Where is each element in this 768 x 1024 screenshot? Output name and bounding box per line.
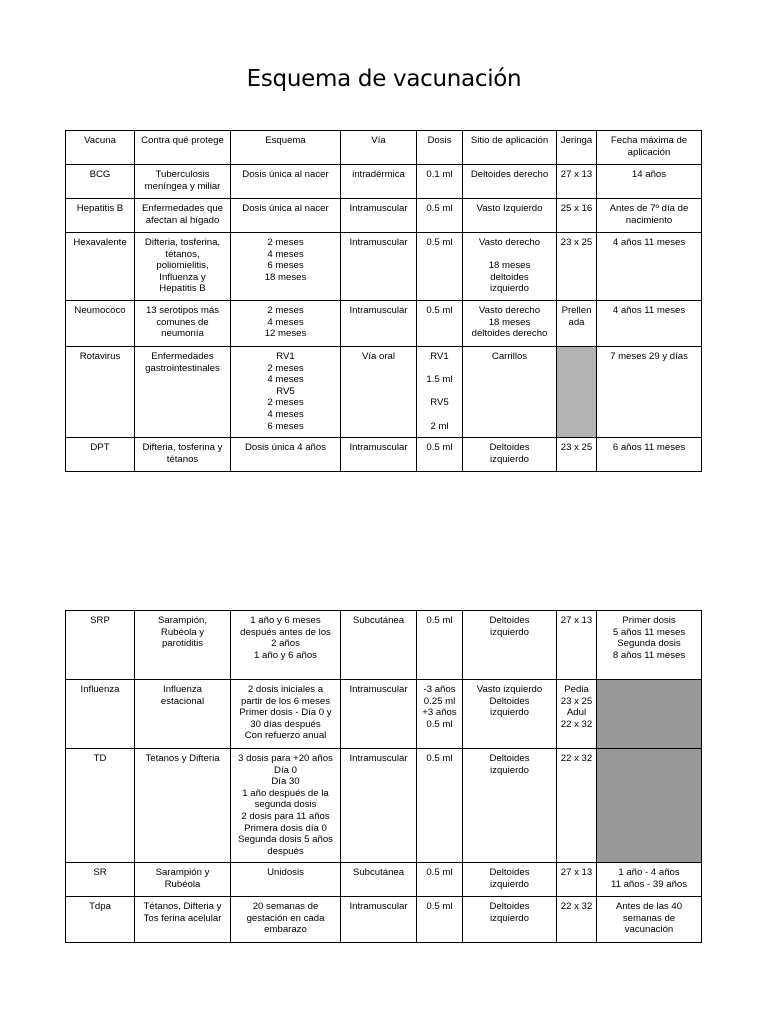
site-cell: Vasto derecho 18 meses deltoides izquierdo: [463, 233, 557, 301]
table-row: [66, 347, 702, 438]
syringe-cell: 22 x 32: [557, 749, 597, 863]
table-row: [66, 301, 702, 347]
dose-cell: 0.5 ml: [417, 863, 463, 897]
dose-cell: 0.1 ml: [417, 165, 463, 199]
header-cell: Sitio de aplicación: [463, 131, 557, 165]
protects-against-cell: Difteria, tosferina y tétanos: [135, 438, 231, 472]
syringe-cell: 23 x 25: [557, 233, 597, 301]
vaccine-cell: SR: [66, 863, 135, 897]
schedule-cell: 2 meses 4 meses 6 meses 18 meses: [231, 233, 341, 301]
vaccination-table-1: [65, 130, 702, 472]
syringe-cell: 23 x 25: [557, 438, 597, 472]
site-cell: Deltoides izquierdo: [463, 897, 557, 943]
route-cell: Subcutánea: [341, 611, 417, 680]
dose-cell: 0.5 ml: [417, 199, 463, 233]
vaccine-cell: Hexavalente: [66, 233, 135, 301]
site-cell: Deltoides izquierdo: [463, 749, 557, 863]
protects-against-cell: Influenza estacional: [135, 680, 231, 749]
shaded-empty-cell: [557, 347, 597, 438]
vaccine-cell: Tdpa: [66, 897, 135, 943]
route-cell: Subcutánea: [341, 863, 417, 897]
header-cell: Vacuna: [66, 131, 135, 165]
table-row: [66, 749, 702, 863]
header-cell: Dosis: [417, 131, 463, 165]
vaccine-cell: Hepatitis B: [66, 199, 135, 233]
max-date-cell: 1 año - 4 años 11 años - 39 años: [597, 863, 702, 897]
syringe-cell: 25 x 16: [557, 199, 597, 233]
dose-cell: 0.5 ml: [417, 897, 463, 943]
site-cell: Carrillos: [463, 347, 557, 438]
route-cell: Intramuscular: [341, 233, 417, 301]
syringe-cell: 27 x 13: [557, 863, 597, 897]
table-row: [66, 438, 702, 472]
table-row: [66, 165, 702, 199]
table-row: [66, 233, 702, 301]
vaccine-cell: Rotavirus: [66, 347, 135, 438]
vaccine-cell: Influenza: [66, 680, 135, 749]
route-cell: Intramuscular: [341, 438, 417, 472]
route-cell: Intramuscular: [341, 749, 417, 863]
table-row: [66, 199, 702, 233]
schedule-cell: Dosis única al nacer: [231, 165, 341, 199]
vaccine-cell: DPT: [66, 438, 135, 472]
shaded-empty-cell: [597, 680, 702, 749]
max-date-cell: Primer dosis 5 años 11 meses Segunda dosis 8 años 11 meses: [597, 611, 702, 680]
schedule-cell: Dosis única al nacer: [231, 199, 341, 233]
site-cell: Vasto izquierdo Deltoides izquierdo: [463, 680, 557, 749]
schedule-cell: 1 año y 6 meses después antes de los 2 años 1 año y 6 años: [231, 611, 341, 680]
shaded-empty-cell: [597, 749, 702, 863]
vaccine-cell: BCG: [66, 165, 135, 199]
table-row: [66, 611, 702, 680]
vaccine-cell: SRP: [66, 611, 135, 680]
schedule-cell: 2 meses 4 meses 12 meses: [231, 301, 341, 347]
protects-against-cell: Tuberculosis meníngea y miliar: [135, 165, 231, 199]
protects-against-cell: Sarampión y Rubéola: [135, 863, 231, 897]
site-cell: Deltoides izquierdo: [463, 611, 557, 680]
site-cell: Vasto Izquierdo: [463, 199, 557, 233]
dose-cell: 0.5 ml: [417, 301, 463, 347]
protects-against-cell: Enfermedades que afectan al hígado: [135, 199, 231, 233]
max-date-cell: 7 meses 29 y días: [597, 347, 702, 438]
table-row: [66, 863, 702, 897]
syringe-cell: 27 x 13: [557, 165, 597, 199]
site-cell: Deltoides derecho: [463, 165, 557, 199]
schedule-cell: Dosis única 4 años: [231, 438, 341, 472]
table-row: [66, 897, 702, 943]
max-date-cell: 4 años 11 meses: [597, 233, 702, 301]
route-cell: Vía oral: [341, 347, 417, 438]
protects-against-cell: Difteria, tosferina, tétanos, poliomielitis, Influenza y Hepatitis B: [135, 233, 231, 301]
route-cell: Intramuscular: [341, 199, 417, 233]
schedule-cell: RV1 2 meses 4 meses RV5 2 meses 4 meses 6 meses: [231, 347, 341, 438]
protects-against-cell: Enfermedades gastrointestinales: [135, 347, 231, 438]
route-cell: intradérmica: [341, 165, 417, 199]
vaccination-table-2: [65, 610, 702, 943]
dose-cell: 0.5 ml: [417, 233, 463, 301]
syringe-cell: 27 x 13: [557, 611, 597, 680]
protects-against-cell: Sarampión, Rubéola y parotiditis: [135, 611, 231, 680]
syringe-cell: Pedia 23 x 25 Adul 22 x 32: [557, 680, 597, 749]
max-date-cell: 4 años 11 meses: [597, 301, 702, 347]
table-header-row: [66, 131, 702, 165]
header-cell: Vía: [341, 131, 417, 165]
header-cell: Contra qué protege: [135, 131, 231, 165]
header-cell: Jeringa: [557, 131, 597, 165]
table-row: [66, 680, 702, 749]
dose-cell: 0.5 ml: [417, 749, 463, 863]
schedule-cell: 3 dosis para +20 años Día 0 Día 30 1 año después de la segunda dosis 2 dosis para 11 años Primera dosis día 0 Segunda dosis 5 años después: [231, 749, 341, 863]
dose-cell: -3 años 0.25 ml +3 años 0.5 ml: [417, 680, 463, 749]
route-cell: Intramuscular: [341, 897, 417, 943]
site-cell: Deltoides izquierdo: [463, 438, 557, 472]
site-cell: Vasto derecho 18 meses deltoides derecho: [463, 301, 557, 347]
dose-cell: 0.5 ml: [417, 611, 463, 680]
page-title: Esquema de vacunación: [246, 66, 522, 92]
vaccine-cell: TD: [66, 749, 135, 863]
max-date-cell: 14 años: [597, 165, 702, 199]
site-cell: Deltoides izquierdo: [463, 863, 557, 897]
syringe-cell: Prellen ada: [557, 301, 597, 347]
max-date-cell: Antes de 7º día de nacimiento: [597, 199, 702, 233]
schedule-cell: Unidosis: [231, 863, 341, 897]
header-cell: Esquema: [231, 131, 341, 165]
max-date-cell: Antes de las 40 semanas de vacunación: [597, 897, 702, 943]
route-cell: Intramuscular: [341, 680, 417, 749]
header-cell: Fecha máxima de aplicación: [597, 131, 702, 165]
protects-against-cell: Tetanos y Difteria: [135, 749, 231, 863]
schedule-cell: 20 semanas de gestación en cada embarazo: [231, 897, 341, 943]
max-date-cell: 6 años 11 meses: [597, 438, 702, 472]
dose-cell: 0.5 ml: [417, 438, 463, 472]
syringe-cell: 22 x 32: [557, 897, 597, 943]
dose-cell: RV1 1.5 ml RV5 2 ml: [417, 347, 463, 438]
vaccine-cell: Neumococo: [66, 301, 135, 347]
protects-against-cell: Tétanos, Difteria y Tos ferina acelular: [135, 897, 231, 943]
route-cell: Intramuscular: [341, 301, 417, 347]
protects-against-cell: 13 serotipos más comunes de neumonía: [135, 301, 231, 347]
schedule-cell: 2 dosis iniciales a partir de los 6 meses Primer dosis - Día 0 y 30 días después Con refuerzo anual: [231, 680, 341, 749]
